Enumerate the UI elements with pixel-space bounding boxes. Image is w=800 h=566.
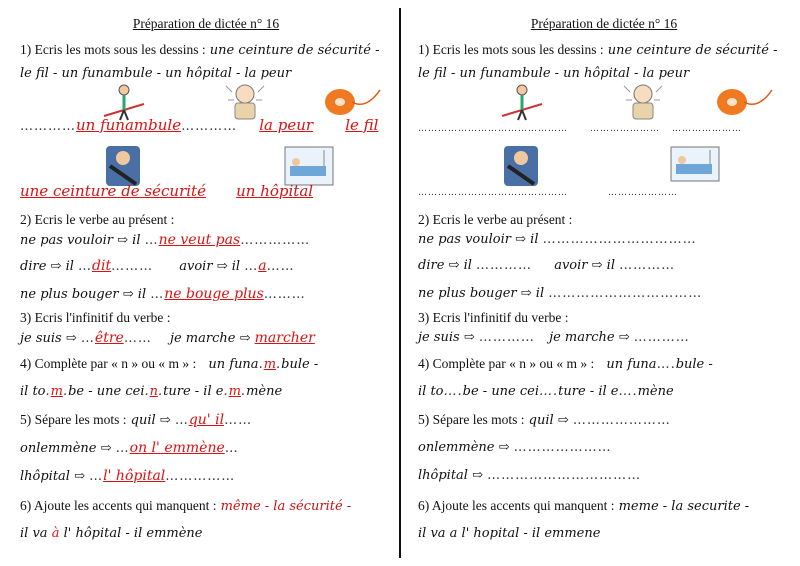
page-title-copy: Préparation de dictée n° 16 — [530, 16, 678, 31]
ex5-blank-row-2: onlemmène ⇨ ………………… — [418, 440, 612, 455]
ex4-row: il to.m.be - une cei.n.ture - il e.m.mène — [20, 384, 283, 399]
blank-row-2[interactable]: ……………………………………… ………………… — [418, 188, 678, 198]
exercise-3-instruction-copy: 3) Ecris l'infinitif du verbe : — [418, 310, 569, 325]
exercise-2-instruction: 2) Ecris le verbe au présent : — [20, 212, 175, 227]
exercise-2-instruction-copy: 2) Ecris le verbe au présent : — [418, 212, 573, 227]
ex5-row-2: onlemmène ⇨ …on l' emmène… — [20, 440, 239, 456]
ex5-blank-row-1: 5) Sépare les mots : quil ⇨ ………………… — [418, 412, 671, 428]
ceinture-picture-copy — [500, 144, 542, 188]
blank-column — [412, 0, 796, 566]
ex2-blank-row-2: dire ⇨ il ………… avoir ⇨ il ………… — [418, 258, 676, 273]
corrected-column — [14, 0, 398, 566]
ex2-blank-row-1: ne pas vouloir ⇨ il …………………………… — [418, 232, 697, 247]
exercise-6-instruction-copy: 6) Ajoute les accents qui manquent : meme - la securite - — [418, 498, 750, 514]
ex5-row-3: lhôpital ⇨ …l' hôpital…………… — [20, 468, 236, 484]
answer-row-2: une ceinture de sécurité un hôpital — [20, 182, 314, 200]
ex5-row-1: 5) Sépare les mots : quil ⇨ …qu' il…… — [20, 412, 253, 428]
fil-spool-picture-copy — [712, 80, 778, 120]
exercise-4-instruction-copy: 4) Complète par « n » ou « m » : un funa….bule - — [418, 356, 713, 372]
exercise-1-instruction-copy: 1) Ecris les mots sous les dessins : une ceinture de sécurité - — [418, 42, 778, 58]
exercise-4-instruction: 4) Complète par « n » ou « m » : un funa.m.bule - — [20, 356, 319, 372]
exercise-1-wordlist-copy: le fil - un funambule - un hôpital - la peur — [418, 66, 690, 81]
ex6-blank-row: il va a l' hopital - il emmene — [418, 526, 601, 541]
hopital-picture — [284, 146, 334, 186]
ex2-row-1: ne pas vouloir ⇨ il …ne veut pas…………… — [20, 232, 311, 248]
ex2-blank-row-3: ne plus bouger ⇨ il …………………………… — [418, 286, 703, 301]
ex5-blank-row-3: lhôpital ⇨ …………………………… — [418, 468, 642, 483]
page-title: Préparation de dictée n° 16 — [132, 16, 280, 31]
hopital-picture-copy — [670, 146, 720, 182]
ex6-row: il va à l' hôpital - il emmène — [20, 526, 203, 541]
blank-row-1[interactable]: ……………………………………… ………………… ………………… — [418, 124, 742, 134]
funambule-picture-copy — [500, 82, 544, 126]
la-peur-picture-copy — [620, 80, 666, 124]
exercise-1-wordlist: le fil - un funambule - un hôpital - la peur — [20, 66, 292, 81]
exercise-1-instruction: 1) Ecris les mots sous les dessins : une ceinture de sécurité - — [20, 42, 380, 58]
ex2-row-3: ne plus bouger ⇨ il …ne bouge plus……… — [20, 286, 306, 302]
exercise-3-instruction: 3) Ecris l'infinitif du verbe : — [20, 310, 171, 325]
fil-spool-picture — [320, 80, 386, 120]
ex4-blank-row: il to….be - une cei….ture - il e….mène — [418, 384, 674, 399]
ex2-row-2: dire ⇨ il …dit……… avoir ⇨ il …a…… — [20, 258, 295, 274]
answer-row-1: …………un funambule………… la peur le fil — [20, 116, 379, 134]
column-divider — [399, 8, 401, 558]
exercise-6-instruction: 6) Ajoute les accents qui manquent : même - la sécurité - — [20, 498, 352, 514]
ex3-row: je suis ⇨ …être…… je marche ⇨ marcher — [20, 330, 315, 346]
ex3-blank-row: je suis ⇨ ………… je marche ⇨ ………… — [418, 330, 690, 345]
